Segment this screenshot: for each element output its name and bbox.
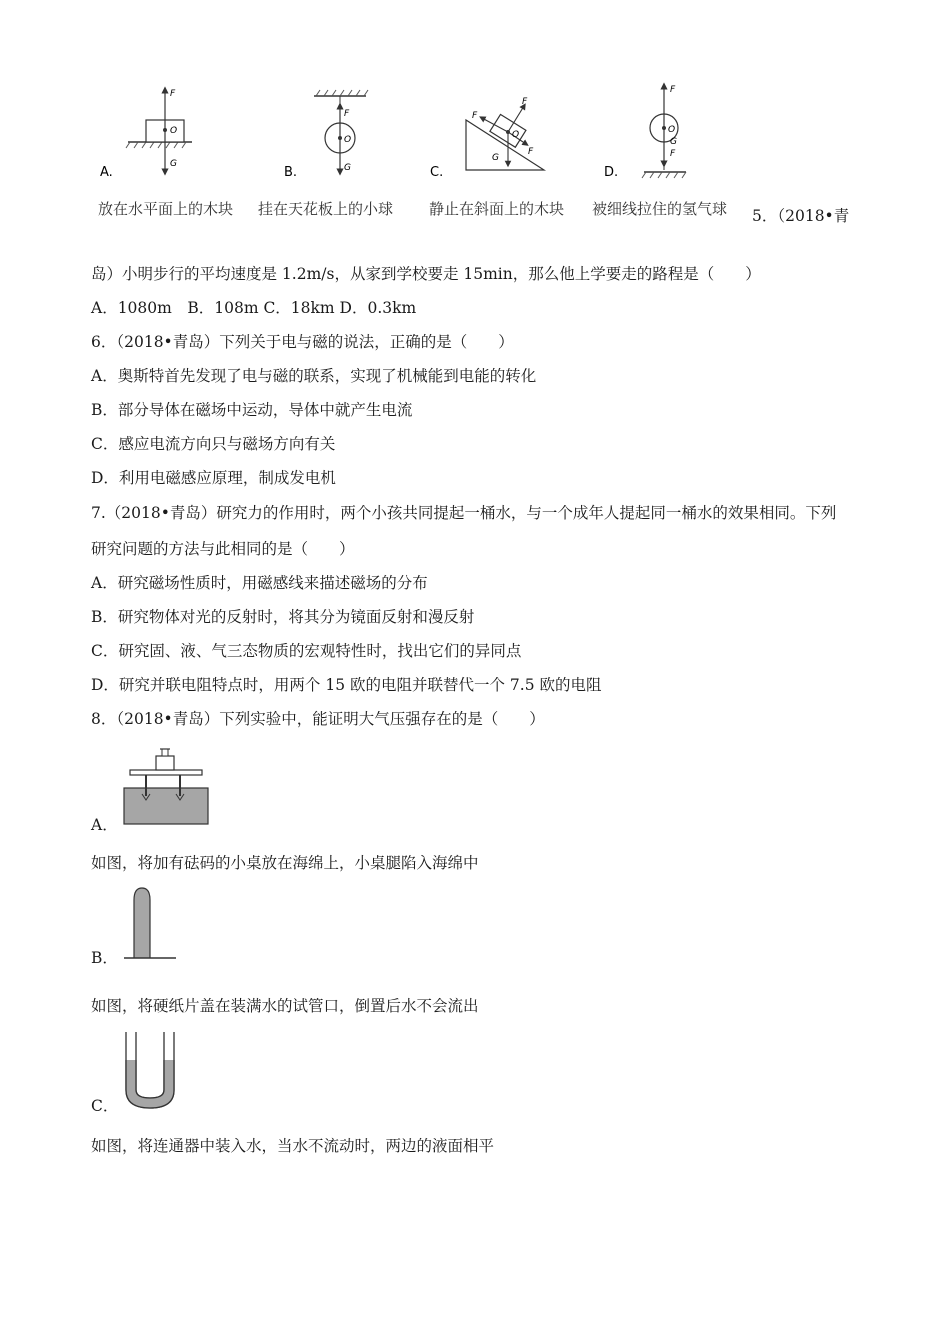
q5-options: A．1080m B．108m C．18km D．0.3km bbox=[91, 299, 417, 317]
q8-option-c-desc: 如图，将连通器中装入水，当水不流动时，两边的液面相平 bbox=[91, 1137, 495, 1155]
label-c-g: G bbox=[492, 153, 499, 163]
caption-a: 放在水平面上的木块 bbox=[98, 200, 234, 218]
label-a-o: O bbox=[170, 126, 178, 136]
q6-stem: 6．（2018•青岛）下列关于电与磁的说法，正确的是（ ） bbox=[91, 333, 514, 351]
q7-option-b: B．研究物体对光的反射时，将其分为镜面反射和漫反射 bbox=[91, 608, 475, 626]
label-d-ffloat: F bbox=[670, 85, 676, 95]
q5-prefix: 5．（2018•青 bbox=[752, 207, 850, 225]
q8-option-a-letter: A． bbox=[91, 816, 118, 834]
diagram-a-letter: A. bbox=[100, 165, 113, 180]
label-a-f: F bbox=[170, 89, 176, 99]
diagram-b-letter: B. bbox=[284, 165, 298, 180]
q6-option-d: D．利用电磁感应原理，制成发电机 bbox=[91, 469, 336, 487]
diagram-a bbox=[100, 89, 192, 180]
q7-stem-line2: 研究问题的方法与此相同的是（ ） bbox=[91, 540, 355, 558]
q7-stem-line1: 7.（2018•青岛）研究力的作用时，两个小孩共同提起一桶水，与一个成年人提起同一桶水的效果相同。下列 bbox=[91, 504, 837, 522]
label-c-fn: F bbox=[522, 97, 528, 107]
diagram-d-letter: D. bbox=[604, 165, 619, 180]
q8-figure-b bbox=[120, 884, 180, 962]
q8-option-c-letter: C． bbox=[91, 1097, 119, 1115]
caption-d: 被细线拉住的氢气球 bbox=[592, 200, 728, 218]
label-c-f: F bbox=[528, 147, 534, 157]
label-d-g: G bbox=[670, 137, 677, 147]
label-d-o: O bbox=[668, 125, 676, 135]
q8-option-b-desc: 如图，将硬纸片盖在装满水的试管口，倒置后水不会流出 bbox=[91, 997, 479, 1015]
label-a-g: G bbox=[170, 159, 177, 169]
q8-stem: 8．（2018•青岛）下列实验中，能证明大气压强存在的是（ ） bbox=[91, 710, 545, 728]
q8-option-a-desc: 如图，将加有砝码的小桌放在海绵上，小桌腿陷入海绵中 bbox=[91, 854, 479, 872]
label-b-f: F bbox=[344, 109, 350, 119]
diagram-d bbox=[604, 85, 686, 180]
q7-option-a: A．研究磁场性质时，用磁感线来描述磁场的分布 bbox=[91, 574, 428, 592]
q6-option-c: C．感应电流方向只与磁场方向有关 bbox=[91, 435, 336, 453]
diagram-c-letter: C. bbox=[430, 165, 444, 180]
label-b-o: O bbox=[344, 135, 352, 145]
q7-option-d: D．研究并联电阻特点时，用两个 15 欧的电阻并联替代一个 7.5 欧的电阻 bbox=[91, 676, 602, 694]
q5-stem: 岛）小明步行的平均速度是 1.2m/s，从家到学校要走 15min，那么他上学要走的路程是（ ） bbox=[91, 265, 761, 283]
q8-option-b-letter: B． bbox=[91, 949, 118, 967]
caption-b: 挂在天花板上的小球 bbox=[258, 200, 394, 218]
q6-option-b: B．部分导体在磁场中运动，导体中就产生电流 bbox=[91, 401, 413, 419]
q8-figure-c bbox=[116, 1030, 186, 1112]
q6-option-a: A．奥斯特首先发现了电与磁的联系，实现了机械能到电能的转化 bbox=[91, 367, 537, 385]
q8-figure-a bbox=[120, 744, 212, 826]
caption-c: 静止在斜面上的木块 bbox=[429, 200, 565, 218]
label-c-f1: F bbox=[472, 111, 478, 121]
label-c-o: O bbox=[512, 130, 520, 140]
q7-option-c: C．研究固、液、气三态物质的宏观特性时，找出它们的异同点 bbox=[91, 642, 522, 660]
label-d-f: F bbox=[670, 149, 676, 159]
diagram-b bbox=[284, 90, 368, 180]
diagram-c bbox=[430, 97, 544, 180]
label-b-g: G bbox=[344, 163, 351, 173]
